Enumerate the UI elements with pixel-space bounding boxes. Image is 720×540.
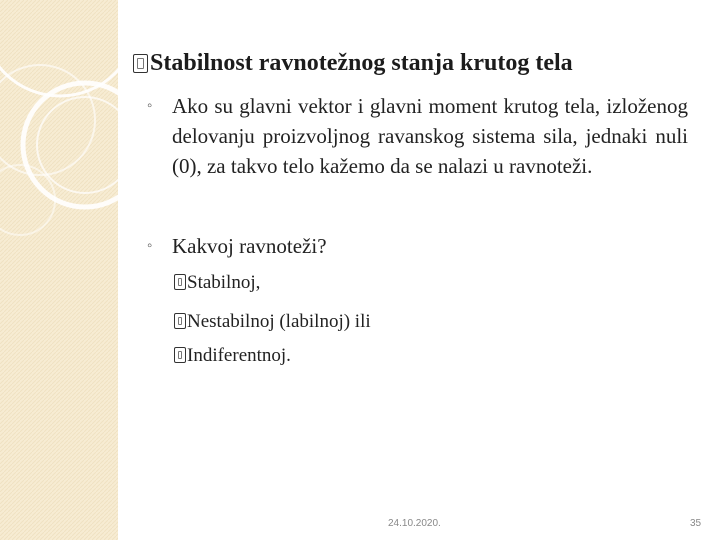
sub-bullet-item (174, 311, 371, 333)
title-bullet-icon (133, 54, 148, 73)
sub-bullet-icon (174, 313, 186, 329)
slide-title-text: Stabilnost ravnotežnog stanja krutog tela (150, 50, 573, 76)
bullet-text: Kakvoj ravnoteži? (172, 234, 327, 258)
bullet-ring-icon: ◦ (147, 98, 153, 114)
sub-bullet-text: Stabilnoj, (187, 272, 261, 293)
sub-bullet-icon (174, 274, 186, 290)
bullet-text: Ako su glavni vektor i glavni moment krutog tela, izloženog delovanju proizvoljnog ravanskog sistema sila, jednaki nuli (0), za takvo telo kažemo da se nalazi u ravnoteži. (172, 94, 688, 178)
decorative-circles-graphic (0, 0, 118, 540)
footer-page-number: 35 (690, 518, 702, 529)
sub-bullet-text: Nestabilnoj (labilnoj) ili (187, 311, 371, 332)
bullet-item-2 (147, 231, 327, 261)
decorative-side-panel (0, 0, 118, 540)
bullet-item-1 (147, 91, 688, 181)
sub-bullet-item (174, 272, 260, 294)
sub-bullet-icon (174, 347, 186, 363)
footer-date: 24.10.2020. (388, 518, 441, 529)
bullet-ring-icon: ◦ (147, 238, 153, 254)
sub-bullet-text: Indiferentnoj. (187, 345, 291, 366)
slide-title (133, 50, 573, 77)
sub-bullet-item (174, 345, 291, 367)
